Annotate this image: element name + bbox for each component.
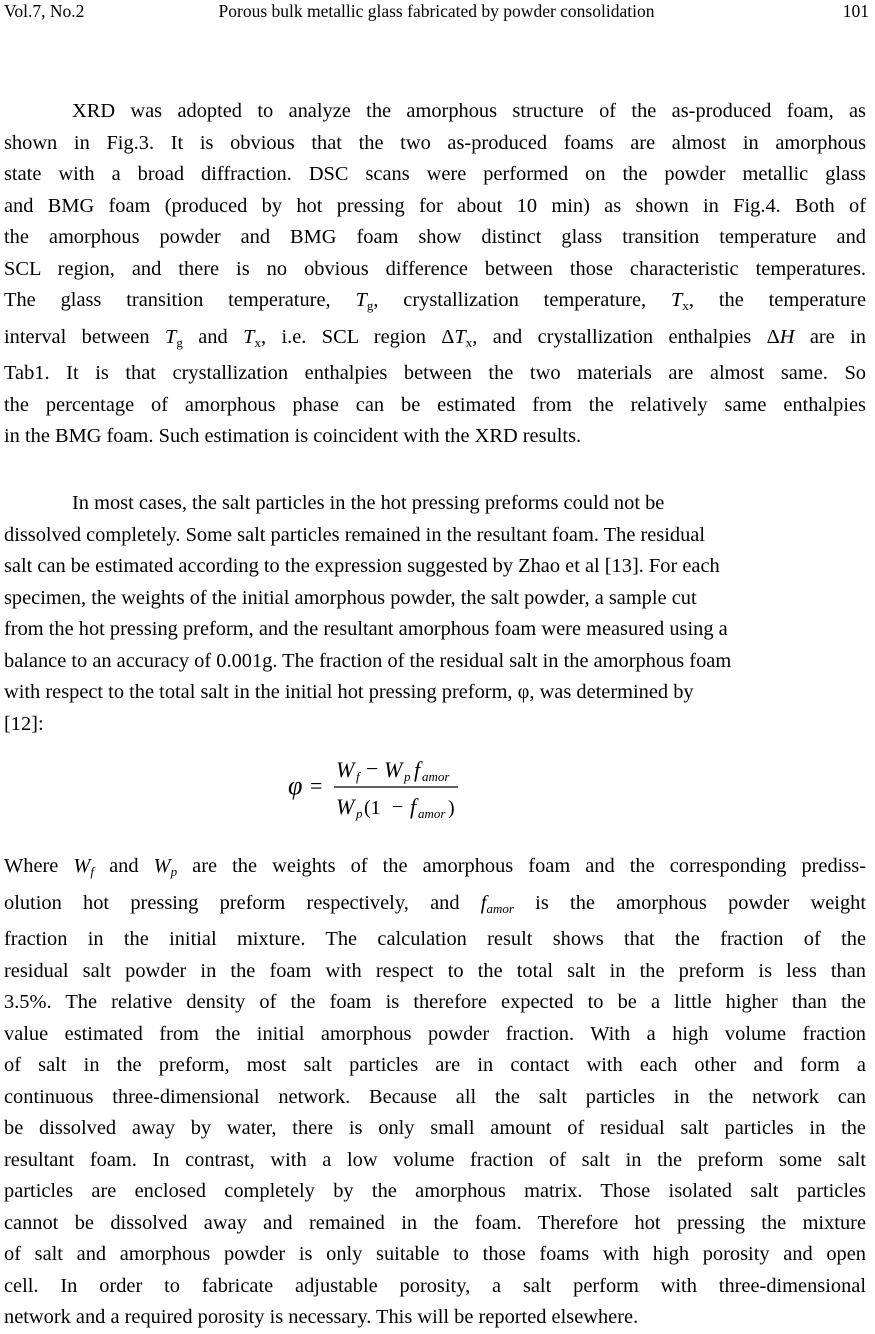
equation-numerator-amor-sub: amor bbox=[422, 769, 450, 784]
text-line: XRD was adopted to analyze the amorphous structure of the as-produced foam, as bbox=[72, 100, 866, 122]
equation-numerator-p-sub: p bbox=[404, 769, 411, 784]
equation-numerator-f-sub: f bbox=[356, 769, 360, 784]
equation-denominator-amor-sub: amor bbox=[418, 806, 446, 821]
text-line: salt can be estimated according to the expression suggested by Zhao et al [13]. For each bbox=[4, 555, 720, 577]
text-line: residual salt powder in the foam with respect to the total salt in the preform is less than bbox=[4, 959, 866, 982]
text-line: resultant foam. In contrast, with a low volume fraction of salt in the preform some salt bbox=[4, 1148, 866, 1171]
text-line: of salt and amorphous powder is only suitable to those foams with high porosity and open bbox=[4, 1243, 866, 1265]
equation-numerator-f: f bbox=[414, 757, 421, 782]
equation-denominator-minus: − bbox=[392, 796, 404, 818]
text-line: continuous three-dimensional network. Because all the salt particles in the network can bbox=[4, 1085, 866, 1108]
text-line: of salt in the preform, most salt particles are in contact with each other and form a bbox=[4, 1054, 866, 1076]
paragraph-definitions bbox=[4, 851, 866, 1334]
text-line: the percentage of amorphous phase can be estimated from the relatively same enthalpies bbox=[4, 393, 866, 416]
text-line: [12]: bbox=[4, 712, 44, 735]
text-line: In most cases, the salt particles in the hot pressing preforms could not be bbox=[72, 492, 665, 514]
text-line: specimen, the weights of the initial amorphous powder, the salt powder, a sample cut bbox=[4, 586, 697, 609]
equation-phi: φ bbox=[288, 771, 303, 800]
text-line: olution hot pressing preform respectively, and $f_{amor}$ is the amorphous powder weight bbox=[4, 891, 866, 916]
text-line: dissolved completely. Some salt particles remained in the resultant foam. The residual bbox=[4, 523, 706, 546]
equation-denominator-close: ) bbox=[448, 797, 455, 819]
text-line: fraction in the initial mixture. The calculation result shows that the fraction of the bbox=[4, 928, 866, 950]
text-line: from the hot pressing preform, and the resultant amorphous foam were measured using a bbox=[4, 618, 728, 640]
text-line: Where $W_f$ and $W_p$ are the weights of the amorphous foam and the corresponding prediss- bbox=[4, 855, 866, 879]
text-line: SCL region, and there is no obvious difference between those characteristic temperatures. bbox=[4, 257, 866, 280]
equation-numerator-minus: − bbox=[366, 756, 379, 781]
text-line: and BMG foam (produced by hot pressing for about 10 min) as shown in Fig.4. Both of bbox=[4, 194, 866, 217]
text-line: The glass transition temperature, Tg, crystallization temperature, Tx, the temperature bbox=[4, 289, 867, 313]
equation-numerator-w1: W bbox=[336, 757, 355, 782]
paragraph-xrd-dsc bbox=[4, 96, 866, 453]
residual-salt-equation bbox=[286, 750, 486, 825]
equation-denominator-f: f bbox=[410, 794, 417, 819]
text-line: shown in Fig.3. It is obvious that the two as-produced foams are almost in amorphous bbox=[4, 131, 866, 154]
text-line: Tab1. It is that crystallization enthalpies between the two materials are almost same. So bbox=[4, 362, 866, 384]
text-line: particles are enclosed completely by the amorphous matrix. Those isolated salt particles bbox=[4, 1180, 866, 1202]
text-line: interval between Tg and Tx, i.e. SCL region ΔTx, and crystallization enthalpies ΔH are in bbox=[4, 325, 866, 350]
text-line: value estimated from the initial amorphous powder fraction. With a high volume fraction bbox=[4, 1022, 866, 1045]
text-line: cannot be dissolved away and remained in the foam. Therefore hot pressing the mixture bbox=[4, 1211, 866, 1234]
text-line: in the BMG foam. Such estimation is coincident with the XRD results. bbox=[4, 425, 582, 447]
equation-equals: = bbox=[310, 773, 323, 798]
text-line: be dissolved away by water, there is only small amount of residual salt particles in the bbox=[4, 1117, 866, 1139]
text-line: the amorphous powder and BMG foam show distinct glass transition temperature and bbox=[4, 226, 866, 248]
text-line: network and a required porosity is necessary. This will be reported elsewhere. bbox=[4, 1306, 639, 1328]
text-line: balance to an accuracy of 0.001g. The fraction of the residual salt in the amorphous foam bbox=[4, 649, 732, 672]
text-line: state with a broad diffraction. DSC scans were performed on the powder metallic glass bbox=[4, 163, 866, 185]
page-number: 101 bbox=[842, 1, 869, 21]
text-line: cell. In order to fabricate adjustable porosity, a salt perform with three-dimensional bbox=[4, 1274, 866, 1297]
equation-numerator-w2: W bbox=[384, 757, 403, 782]
running-title: Porous bulk metallic glass fabricated by powder consolidation bbox=[218, 1, 655, 21]
text-line: 3.5%. The relative density of the foam is therefore expected to be a little higher than the bbox=[4, 991, 866, 1013]
equation-denominator-p-sub: p bbox=[356, 806, 363, 821]
paragraph-residual-salt bbox=[4, 488, 866, 740]
text-line: with respect to the total salt in the initial hot pressing preform, φ, was determined by bbox=[4, 681, 694, 703]
running-header bbox=[4, 0, 869, 24]
equation-denominator-open: (1 bbox=[364, 797, 381, 819]
volume-label: Vol.7, No.2 bbox=[4, 1, 85, 21]
equation-denominator-w: W bbox=[336, 794, 355, 819]
